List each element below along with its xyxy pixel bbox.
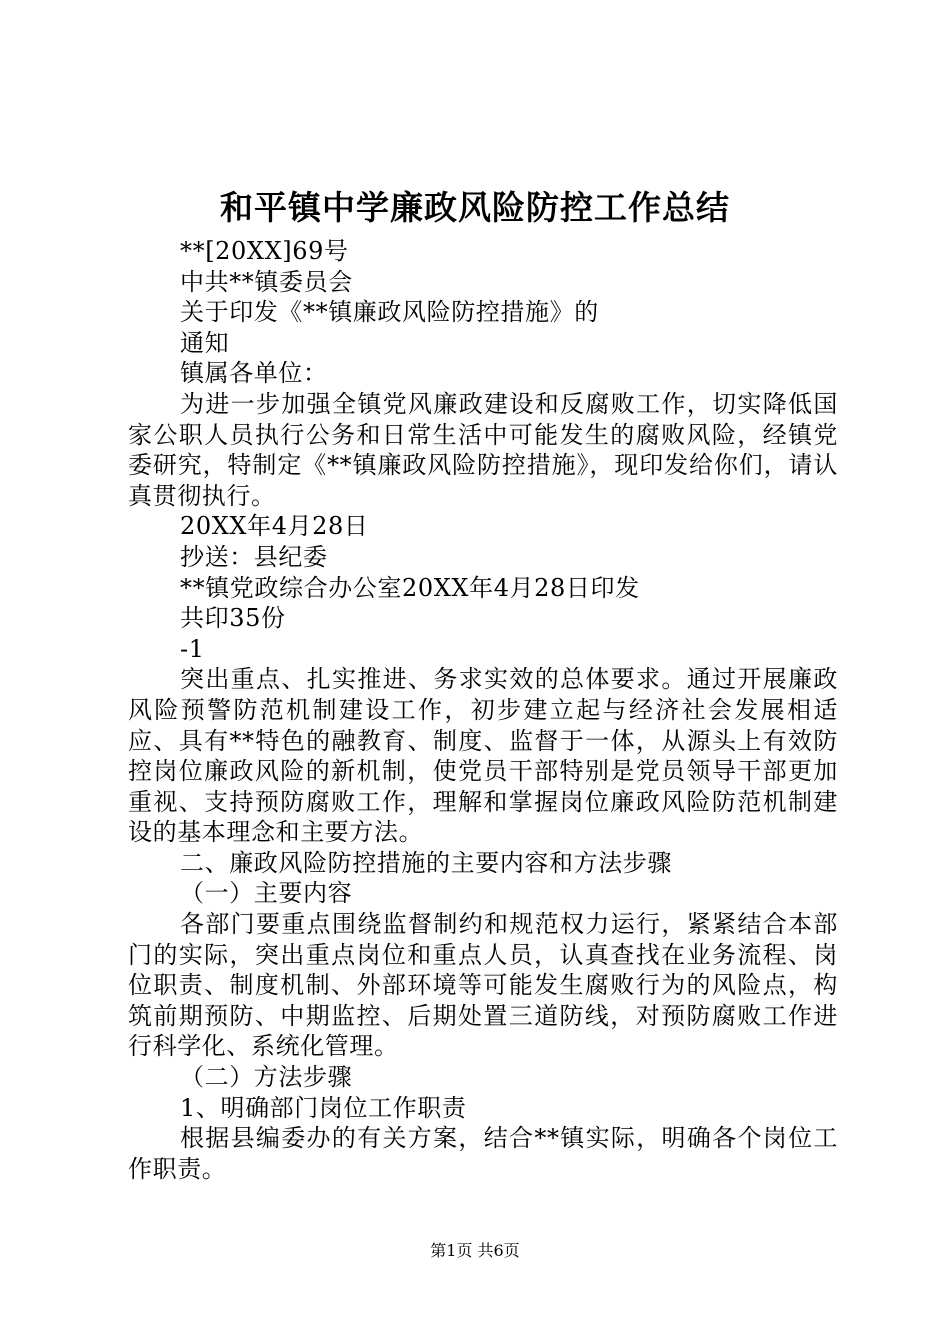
copies-line: 共印35份 xyxy=(180,604,286,633)
page-footer: 第1页 共6页 xyxy=(430,1241,520,1260)
page-marker: -1 xyxy=(180,634,205,663)
paragraph-notice: 为进一步加强全镇党风廉政建设和反腐败工作，切实降低国家公职人员执行公务和日常生活中可能发生的腐败风险，经镇党委研究，特制定《**镇廉政风险防控措施》，现印发给你们，请认真贯彻执行。 xyxy=(128,389,838,510)
notice-title-line2: 通知 xyxy=(180,328,230,357)
subheading-method-steps: （二）方法步骤 xyxy=(180,1063,353,1092)
paragraph-main-content: 各部门要重点围绕监督制约和规范权力运行，紧紧结合本部门的实际，突出重点岗位和重点人员，认真查找在业务流程、岗位职责、制度机制、外部环境等可能发生腐败行为的风险点，构筑前期预防、中期监控、后期处置三道防线，对预防腐败工作进行科学化、系统化管理。 xyxy=(128,910,838,1061)
notice-title-line1: 关于印发《**镇廉政风险防控措施》的 xyxy=(180,298,599,327)
cc-line: 抄送：县纪委 xyxy=(180,542,328,571)
document-title: 和平镇中学廉政风险防控工作总结 xyxy=(220,188,730,227)
subheading-main-content: （一）主要内容 xyxy=(180,879,353,908)
paragraph-requirements: 突出重点、扎实推进、务求实效的总体要求。通过开展廉政风险预警防范机制建设工作，初步建立起与经济社会发展相适应、具有**特色的融教育、制度、监督于一体，从源头上有效防控岗位廉政风险的新机制，使党员干部特别是党员领导干部更加重视、支持预防腐败工作，理解和掌握岗位廉政风险防范机制建设的基本理念和主要方法。 xyxy=(128,665,838,847)
issued-line: **镇党政综合办公室20XX年4月28日印发 xyxy=(180,573,640,602)
document-body xyxy=(128,236,838,1184)
doc-number: **[20XX]69号 xyxy=(180,237,349,265)
paragraph-step-1: 根据县编委办的有关方案，结合**镇实际，明确各个岗位工作职责。 xyxy=(128,1124,838,1183)
date-line: 20XX年4月28日 xyxy=(180,512,369,541)
recipients: 镇属各单位： xyxy=(180,359,328,388)
issuing-authority: 中共**镇委员会 xyxy=(180,267,353,296)
step-1-heading: 1、明确部门岗位工作职责 xyxy=(180,1093,467,1122)
section-heading-2: 二、廉政风险防控措施的主要内容和方法步骤 xyxy=(180,848,672,877)
